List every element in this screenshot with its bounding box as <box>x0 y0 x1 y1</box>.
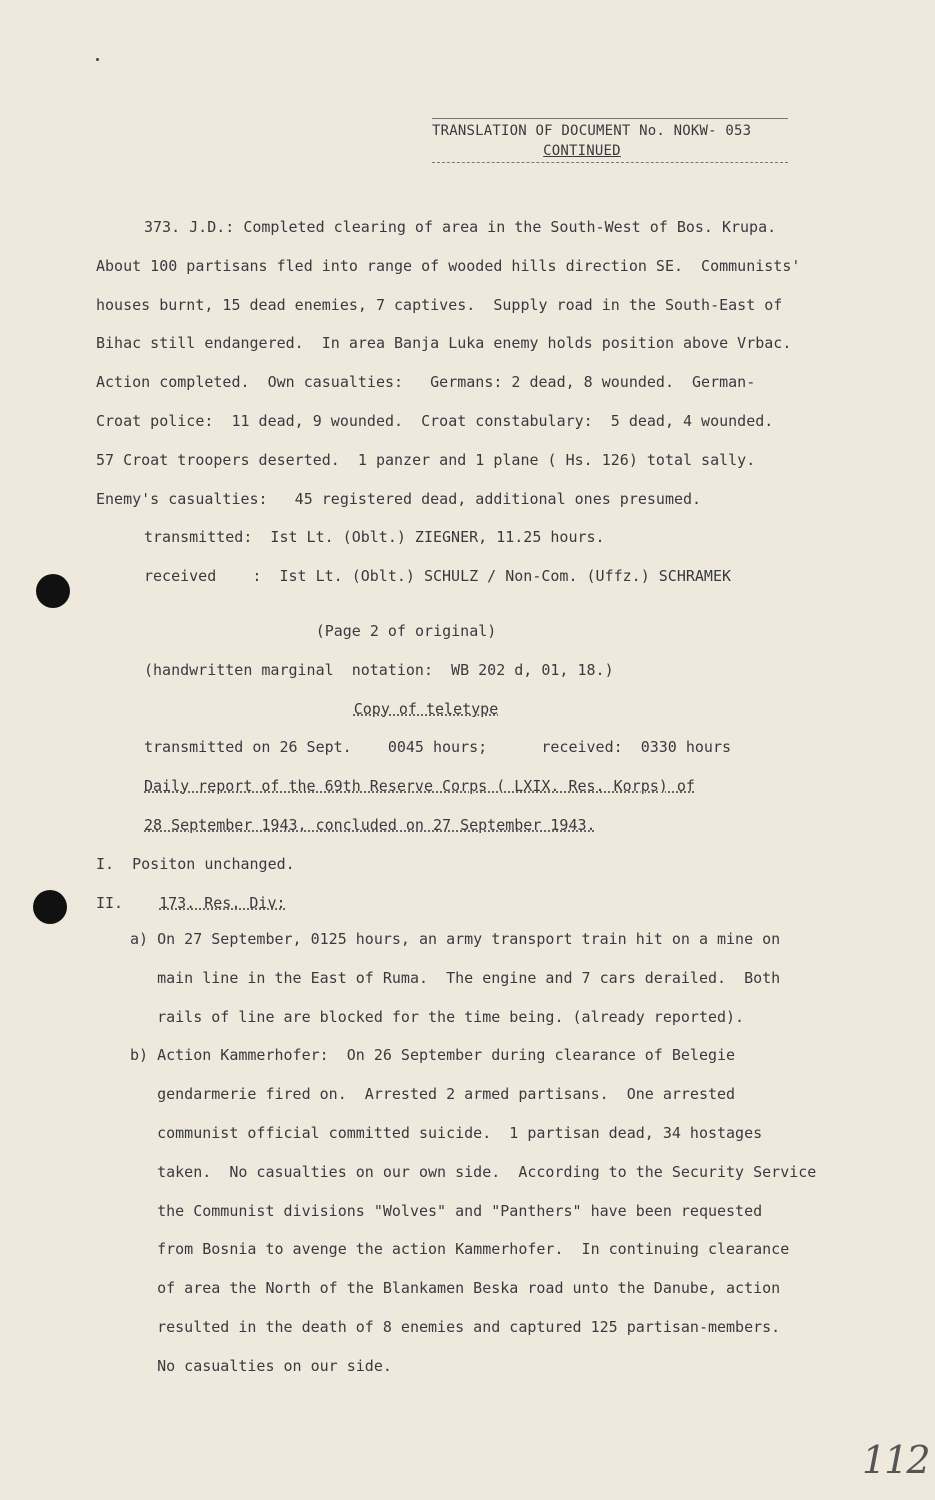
report-date-text: 28 September 1943, concluded on 27 September 1943. <box>144 815 596 834</box>
text-line: rails of line are blocked for the time being. (already reported). <box>130 1007 745 1026</box>
copy-heading <box>96 690 836 729</box>
text-line: gendarmerie fired on. Arrested 2 armed partisans. One arrested <box>130 1085 736 1104</box>
teletype-section <box>96 612 836 922</box>
text-line: 373. J.D.: Completed clearing of area in the South-West of Bos. Krupa. <box>144 218 777 236</box>
text-line: No casualties on our side. <box>130 1356 392 1375</box>
transmit-received-line: transmitted on 26 Sept. 0045 hours; received: 0330 hours <box>144 738 731 757</box>
punch-hole <box>33 890 67 924</box>
handwritten-page-number: 112 <box>862 1438 929 1482</box>
received-line: received : Ist Lt. (Oblt.) SCHULZ / Non-Com. (Uffz.) SCHRAMEK <box>144 567 731 586</box>
paragraph-373-division <box>96 208 836 596</box>
report-date-line <box>96 806 836 845</box>
marginal-notation: (handwritten marginal notation: WB 202 d, 01, 18.) <box>144 660 614 679</box>
page-note: (Page 2 of original) <box>315 622 497 640</box>
text-line: houses burnt, 15 dead enemies, 7 captives. Supply road in the South-East of <box>96 295 783 314</box>
text-line: Enemy's casualties: 45 registered dead, additional ones presumed. <box>96 489 702 508</box>
document-subtitle: CONTINUED <box>543 143 621 159</box>
text-line: main line in the East of Ruma. The engine and 7 cars derailed. Both <box>130 968 781 987</box>
report-title-text: Daily report of the 69th Reserve Corps ( LXIX. Res. Korps) of <box>144 777 695 796</box>
text-line: Bihac still endangered. In area Banja Luka enemy holds position above Vrbac. <box>96 334 792 353</box>
text-line: from Bosnia to avenge the action Kammerhofer. In continuing clearance <box>130 1240 790 1259</box>
text-line: taken. No casualties on our own side. According to the Security Service <box>130 1162 817 1181</box>
text-line: b) Action Kammerhofer: On 26 September during clearance of Belegie <box>130 1046 736 1065</box>
item-two-title: 173. Res. Div: <box>159 893 286 912</box>
ink-speck <box>96 58 99 61</box>
item-two-heading <box>96 884 836 923</box>
punch-hole <box>36 574 70 608</box>
document-title: TRANSLATION OF DOCUMENT No. NOKW- 053 <box>432 123 752 139</box>
transmitted-line: transmitted: Ist Lt. (Oblt.) ZIEGNER, 11.25 hours. <box>144 528 605 547</box>
text-line: About 100 partisans fled into range of wooded hills direction SE. Communists' <box>96 256 801 275</box>
text-line: of area the North of the Blankamen Beska road unto the Danube, action <box>130 1279 781 1298</box>
report-title-line <box>96 767 836 806</box>
item-two-body <box>130 920 870 1386</box>
text-line: a) On 27 September, 0125 hours, an army transport train hit on a mine on <box>130 930 781 948</box>
item-one: I. Positon unchanged. <box>96 854 295 873</box>
document-header <box>432 118 792 163</box>
text-line: Action completed. Own casualties: Germans: 2 dead, 8 wounded. German- <box>96 373 756 392</box>
text-line: communist official committed suicide. 1 partisan dead, 34 hostages <box>130 1123 763 1142</box>
header-rule-bottom <box>432 162 788 163</box>
text-line: 57 Croat troopers deserted. 1 panzer and 1 plane ( Hs. 126) total sally. <box>96 450 756 469</box>
text-line: resulted in the death of 8 enemies and captured 125 partisan-members. <box>130 1317 781 1336</box>
item-two-number: II. <box>96 893 124 912</box>
copy-heading-text: Copy of teletype <box>353 699 499 718</box>
text-line: Croat police: 11 dead, 9 wounded. Croat constabulary: 5 dead, 4 wounded. <box>96 411 774 430</box>
text-line: the Communist divisions "Wolves" and "Panthers" have been requested <box>130 1201 763 1220</box>
